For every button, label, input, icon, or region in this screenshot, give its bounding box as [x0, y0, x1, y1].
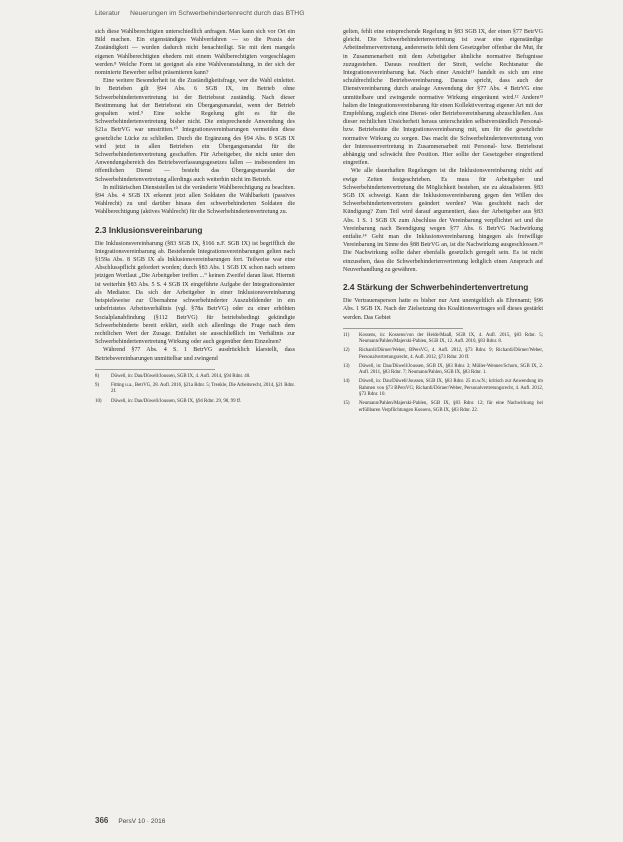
journal-reference: PersV 10 · 2016 [118, 818, 166, 825]
running-head-title: Neuerungen im Schwerbehindertenrecht durch das BTHG [129, 10, 305, 17]
footnote-number: 10) [95, 398, 102, 404]
page-number: 366 [95, 816, 109, 825]
footnote-text: Kossens, in: Kossens/von der Heide/Maaß, SGB IX, 4. Aufl. 2015, §83 Rdnr. 5; Neumann/Pahlen/Majerski-Pahlen, SGB IX, 12. Aufl. 2010, §83 Rdnr. 8. [359, 332, 543, 344]
body-paragraph: Die Inklusionsvereinbarung (§83 SGB IX, §166 n.F. SGB IX) ist begrifflich die Integrationsvereinbarung ab. Bestehende Integrationsvereinbarungen gelten nach §159a Abs. 8 SGB IX als Inklusionsvereinbarungen fort. Teilweise war eine Abschlusspflicht gefordert worden; durch §83 Abs. 1 SGB IX schon nach seinem jetzigen Wortlaut „Die Arbeitgeber treffen ...“ keinen Zweifel daran lässt. Hiermit ist weiterhin §83 Abs. 5 S. 4 SGB IX eingeführte Aufgabe der Integrationsämter als Mediator. Da sich der Arbeitgeber in einer Inklusionsvereinbarung beispielsweise zur Übernahme schwerbehinderter Auszubildender in ein unbefristetes Arbeitsverhältnis (vgl. §78a BetrVG) oder zu einer erhöhten Sozialplanabfindung (§112 BetrVG) für betriebsbedingt gekündigte Schwerbehinderte bereit erklärt, stellt sich allerdings die Frage nach dem rechtlichen Wert der Zusage. Entfaltet sie ausschließlich im Verhältnis zur Schwerbehindertenvertretung Wirkung oder auch gegenüber dem Einzelnen? [95, 240, 295, 346]
section-heading: 2.4 Stärkung der Schwerbehindertenvertretung [343, 282, 529, 293]
footnote [343, 401, 543, 414]
footnote-text: Neumann/Pahlen/Majerski-Pahlen, SGB IX, §83 Rdnr. 12; für eine Nachwirkung bei erfüllbaren Verpflichtungen Kossens, SGB IX, §83 Rdnr. 22. [359, 401, 543, 413]
footnote-text: Richardi/Dörner/Weber, BPersVG, 4. Aufl. 2012, §73 Rdnr. 9; Richardi/Dörner/Weber, Personalvertretungsrecht, 4. Aufl. 2012, §73 Rdnr. 20 ff. [359, 348, 543, 360]
footnote-number: 8) [95, 373, 100, 379]
footnote-text: Düwell, in: Dau/Düwell/Joussen, SGB IX, 4. Aufl. 2014, §94 Rdnr. 40. [111, 373, 251, 379]
running-head-label: Literatur [95, 10, 120, 17]
footnote-text: Düwell, in: Dau/Düwell/Joussen, SGB IX, §83 Rdnr. 3; Müller-Wenner/Schorn, SGB IX, 2. Aufl. 2011, §83 Rdnr. 7; Neumann/Pahlen, SGB IX, §83 Rdnr. 1. [359, 363, 543, 376]
footnote [95, 374, 295, 380]
footnote [343, 348, 543, 361]
body-paragraph: In militärischen Dienststellen ist die veränderte Wahlberechtigung zu beachten. §94 Abs. 4 SGB IX erkennt jetzt allen Soldaten die Wählbarkeit (passives Wahlrecht) zu und darüber hinaus den schwerbehinderten Soldaten die Wahlberechtigung (aktives Wahlrecht) für die Schwerbehindertenvertretung zu. [95, 184, 295, 216]
footnote-number: 9) [95, 383, 100, 389]
footnote-number: 15) [343, 401, 350, 407]
footnote [95, 399, 295, 405]
footnote-text: Fitting u.a., BetrVG, 28. Aufl. 2016, §21a Rdnr. 5; Trenkle, Die Arbeitsrecht, 2014, §21 Rdnr. 2f. [111, 383, 295, 395]
footnote-divider [343, 328, 463, 329]
footnote [343, 364, 543, 377]
footnote-number: 13) [343, 363, 350, 369]
footnote-number: 11) [343, 332, 350, 338]
body-paragraph: sich diese Wahlberechtigten unterschiedlich anfragen. Man kann sich vor Ort ein Bild machen. Ein eigenständiges Wahlverfahren — so die Praxis der Zuständigkeit — wurden dadurch nicht benachteiligt. Sie mit dem mangels eigenen Wahlberechtigten ehedem mit einem Wahlberechtigten vorgeschlagen werden.⁸ Welche Form ist geeignet als eine Wahlveranstaltung, in der sich der nominierte Bewerber selbst präsentieren kann? [95, 29, 295, 77]
body-paragraph: Wie alle dauerhaften Regelungen ist die Inklusionsvereinbarung nicht auf ewige Zeiten festgeschrieben. Es muss für Arbeitgeber und Schwerbehindertenvertretung die Möglichkeit bestehen, sie zu aktualisieren. §83 SGB IX schweigt. Kann die Inklusionsvereinbarung gegen den Willen des Schwerbehindertenvertreters geändert werden? Was geschieht nach der Kündigung? Zum Teil wird darauf argumentiert, dass der Arbeitgeber aus §83 Abs. 1 S. 1 SGB IX zum Abschluss der Vereinbarung verpflichtet sei und die Vereinbarung nach Beendigung wegen §77 Abs. 6 BetrVG Nachwirkung entfalte.¹⁴ Geht man die Inklusionsvereinbarung hingegen als freiwillige Vereinbarung im Sinne des §88 BetrVG an, ist die Nachwirkung ausgeschlossen.¹⁵ Die Nachwirkung sollte daher ebenfalls gesetzlich geregelt sein. Es ist nicht einzusehen, dass die Schwerbehindertenvertretung lediglich einen Anspruch auf Neuverhandlung zu gewähren. [343, 168, 543, 273]
footnote [343, 379, 543, 398]
footnote-text: Düwell, in: Dau/Düwell/Joussen, SGB IX, §94 Rdnr. 29, 98, 99 ff. [111, 398, 242, 404]
footnote-number: 14) [343, 379, 350, 385]
footnote-number: 12) [343, 348, 350, 354]
footnote [95, 383, 295, 396]
left-column [95, 28, 295, 408]
right-column [343, 28, 543, 417]
body-paragraph: Eine weitere Besonderheit ist die Zuständigkeitsfrage, wer die Wahl einleitet. In Betrieben gilt §94 Abs. 6 SGB IX, im Betrieb ohne Schwerbehindertenvertretung ist der Betriebsrat zuständig. Nach dieser Bestimmung hat der Betriebsrat ein Übergangsmandat, wenn der Betrieb gespalten wird.⁹ Eine solche Regelung gibt es für die Schwerbehindertenvertretung bisher nicht. Die entsprechende Anwendung des §21a BetrVG war umstritten.¹⁰ Integrationsvereinbarungen vermeiden diese gesetzliche Lücke zu schließen. Durch die Ergänzung des §94 Abs. 8 SGB IX wird jetzt in allen Betrieben ein Übergangsmandat für die Schwerbehindertenvertretung geschaffen. Für Arbeitgeber, die nicht unter den Anwendungsbereich des Betriebsverfassungsgesetzes fallen — insbesondere im öffentlichen Dienst — besteht das Übergangsmandat der Schwerbehindertenvertretung allerdings auch weiterhin nicht im Betrieb. [95, 78, 295, 183]
section-heading: 2.3 Inklusionsvereinbarung [95, 224, 203, 235]
body-paragraph: Während §77 Abs. 4 S. 1 BetrVG ausdrücklich klarstellt, dass Betriebsvereinbarungen unmittelbar und zwingend [95, 347, 295, 362]
running-head [95, 10, 535, 17]
footnote [343, 333, 543, 346]
footnote-text: Düwell, in: Dau/Düwell/Joussen, SGB IX, §83 Rdnr. 25 m.w.N.; kritisch zur Anwendung im Rahmen von §73 BPersVG; Richardi/Dörner/Weber, Personalvertretungsrecht, 4. Aufl. 2012, §73 Rdnr. 10. [359, 379, 543, 398]
body-paragraph: Die Vertrauensperson hatte es bisher nur Amt unentgeltlich als Ehrenamt; §96 Abs. 1 SGB IX. Nach der Zielsetzung des Koalitionsvertrages soll dieses gestärkt werden. Das Gebiet [343, 298, 543, 321]
footnote-divider [95, 369, 215, 370]
page-footer [95, 816, 165, 825]
body-paragraph: gelten, fehlt eine entsprechende Regelung in §83 SGB IX, der einen §77 BetrVG gleicht. Die Schwerbehindertenvertretung ist zwar eine eigenständige Arbeitnehmervertretung, andererseits fehlt dem Gesetzgeber offenbar die Mut, ihr in Zusammenarbeit mit dem Arbeitgeber ähnliche normative Befugnisse zuzugestehen. Daraus resultiert der Streit, welche Rechtsnatur die Integrationsvereinbarung hat. Nach einer Ansicht¹¹ handelt es sich um eine schuldrechtliche Betriebsvereinbarung. Daraus spricht, dass auch der Dienstvereinbarung durch analoge Anwendung der §77 Abs. 4 BetrVG eine unmittelbare und zwingende normative Wirkung eingeräumt wird.¹² Andere¹³ halten die Integrationsvereinbarung für einen Kollektivvertrag eigener Art mit der Empfehlung, zugleich eine Dienst- oder Betriebsvereinbarung abzuschließen. Aus dieser rechtlichen Unsicherheit heraus unterscheiden selbstverständlich Personal- bzw. Betriebsräte die Integrationsvereinbarung mit, um für die gesetzliche normative Wirkung zu sorgen. Das macht die Schwerbehindertenvertretung von der Interessenvertretung in Zusammenarbeit mit Personal- bzw. Betriebsrat abhängig und schwächt ihre Position. Hier sollte der Gesetzgeber eingreifend eingreifen. [343, 29, 543, 167]
